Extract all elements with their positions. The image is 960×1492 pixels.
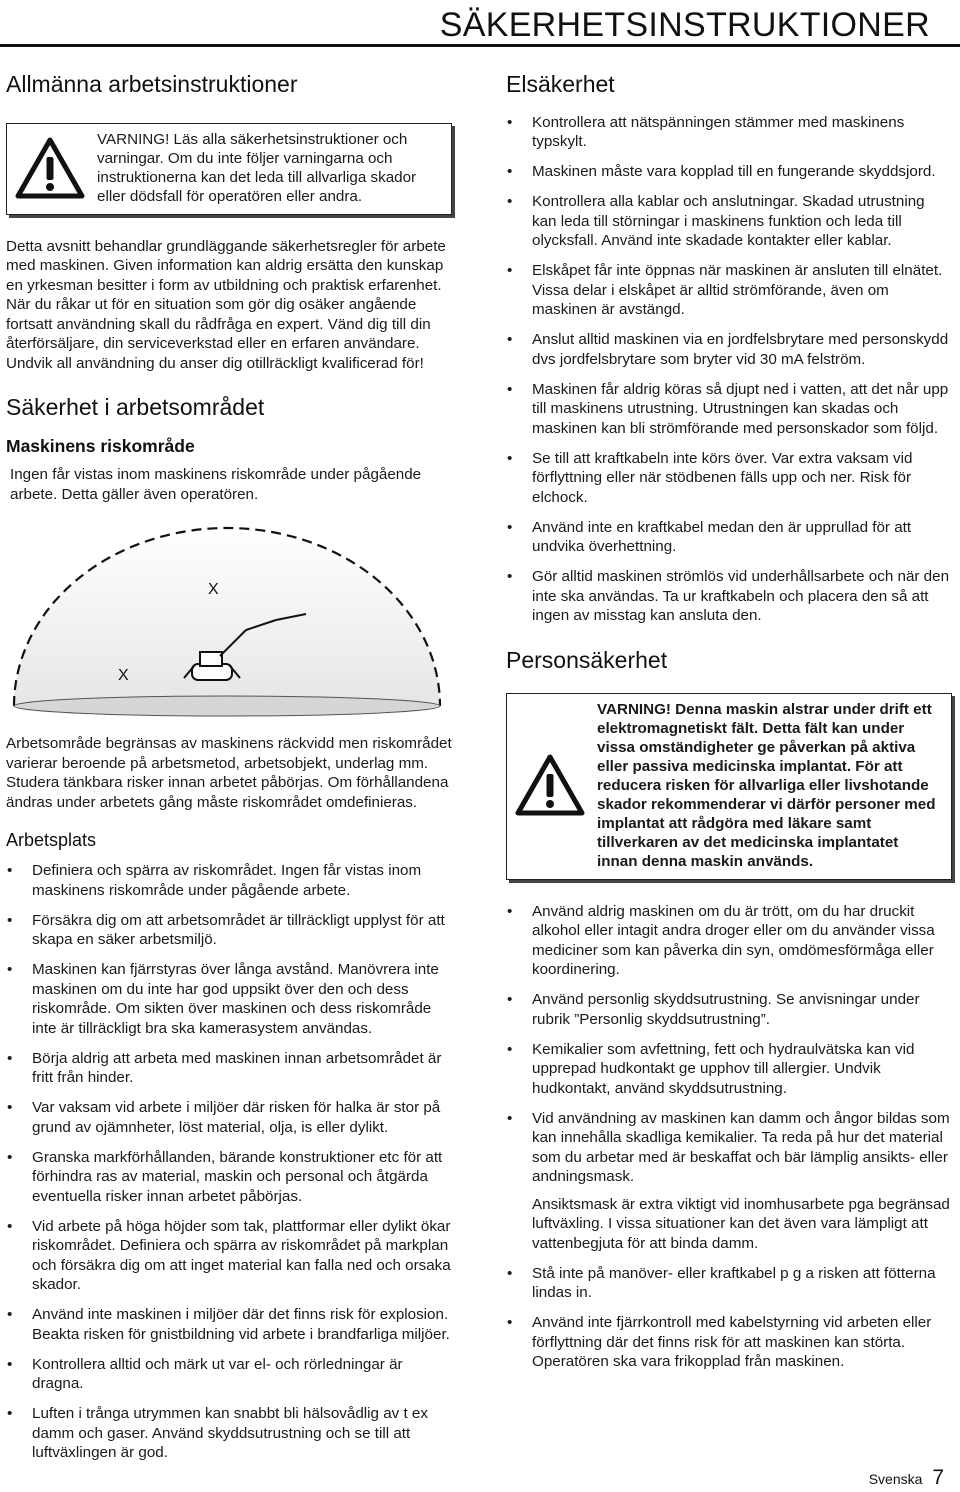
list-item: • Använd inte maskinen i miljöer där det finns risk för explosion. Beakta risken för gnistbildning vid arbete i brandfarliga miljöer. <box>6 1305 452 1344</box>
warning-box-emf <box>506 693 952 880</box>
risk-mark-x-lower: X <box>118 667 129 684</box>
warning-box-general <box>6 123 452 215</box>
list-item: • Vid arbete på höga höjder som tak, plattformar eller dylikt ökar riskområdet. Definiera och spärra av riskområdet på markplan och försäkra dig om att inget material kan falla ned och orsaka skador. <box>6 1217 452 1295</box>
list-item: • Försäkra dig om att arbetsområdet är tillräckligt upplyst för att skapa en säker arbetsmiljö. <box>6 911 452 950</box>
warning-text-emf: VARNING! Denna maskin alstrar under drift ett elektromagnetiskt fält. Detta fält kan under vissa omständigheter ge påverkan på aktiva eller passiva medicinska implantat. För att reducera risken för allvarliga eller livshotande skador rekommenderar vi därför personer med implantat att rådgöra med läkare samt tillverkaren av det medicinska implantatet innan denna maskin används. <box>597 700 936 870</box>
page-number: 7 <box>932 1466 944 1489</box>
list-item: • Elskåpet får inte öppnas när maskinen är ansluten till elnätet. Vissa delar i elskåpet är alltid strömförande, även om maskinen är avstängd. <box>506 261 952 320</box>
list-item: • Anslut alltid maskinen via en jordfelsbrytare med personskydd dvs jordfelsbrytare som bryter vid 30 mA felström. <box>506 330 952 369</box>
personal-safety-list <box>506 902 952 1372</box>
work-area-safety-heading: Säkerhet i arbetsområdet <box>6 394 265 421</box>
warning-triangle-icon <box>515 754 585 816</box>
list-item: • Gör alltid maskinen strömlös vid underhållsarbete och när den inte ska användas. Ta ur kraftkabeln och placera den så att ingen av misstag kan ansluta den. <box>506 567 952 626</box>
list-item: • Kontrollera alltid och märk ut var el- och rörledningar är dragna. <box>6 1355 452 1394</box>
respirator-note: Ansiktsmask är extra viktigt vid inomhusarbete pga begränsad luftväxling. I vissa situationer kan det även vara lämpligt att vattenbegjuta för att binda damm. <box>532 1195 950 1252</box>
general-instructions-heading: Allmänna arbetsinstruktioner <box>6 71 298 97</box>
workplace-list <box>6 861 452 1463</box>
page-footer <box>869 1466 944 1490</box>
list-item: • Definiera och spärra av riskområdet. Ingen får vistas inom maskinens riskområde under pågående arbete. <box>6 861 452 900</box>
risk-mark-x-upper: X <box>208 581 219 598</box>
list-item: • Var vaksam vid arbete i miljöer där risken för halka är stor på grund av ojämnheter, löst material, olja, is eller dylikt. <box>6 1098 452 1137</box>
list-item: • Använd aldrig maskinen om du är trött, om du har druckit alkohol eller intagit andra droger eller om du använder vissa mediciner som kan påverka din syn, omdömesförmåga eller koordinering. <box>506 902 952 980</box>
list-item: • Kontrollera alla kablar och anslutningar. Skadad utrustning kan leda till störningar i maskinens funktion och leda till olycksfall. Använd inte skadade kontakter eller kablar. <box>506 192 952 251</box>
list-item: • Maskinen kan fjärrstyras över långa avstånd. Manövrera inte maskinen om du inte har god uppsikt över den och dess riskområde. Om sikten över maskinen och dess riskområde inte är tillräckligt bra ska kamerasystem användas. <box>6 960 452 1038</box>
list-item: • Använd inte en kraftkabel medan den är upprullad för att undvika överhettning. <box>506 518 952 557</box>
list-item: • Luften i trånga utrymmen kan snabbt bli hälsovådlig av t ex damm och gaser. Använd skyddsutrustning och se till att luftväxlingen är god. <box>6 1404 452 1463</box>
list-item: • Börja aldrig att arbeta med maskinen innan arbetsområdet är fritt från hinder. <box>6 1049 452 1088</box>
workplace-heading: Arbetsplats <box>6 830 97 850</box>
work-area-paragraph: Arbetsområde begränsas av maskinens räckvidd men riskområdet varierar beroende på arbetsmetod, arbetsobjekt, underlag mm. Studera tänkbara risker innan arbetet påbörjas. Om förhållandena ändras under arbetets gång måste riskområdet omdefinieras. <box>6 735 452 811</box>
page-title: SÄKERHETSINSTRUKTIONER <box>439 6 930 44</box>
risk-zone-diagram <box>6 518 452 718</box>
list-item: • Kontrollera att nätspänningen stämmer med maskinens typskylt. <box>506 113 952 152</box>
personal-safety-heading: Personsäkerhet <box>506 646 668 673</box>
warning-triangle-icon <box>15 137 85 199</box>
risk-zone-text: Ingen får vistas inom maskinens riskområde under pågående arbete. Detta gäller även operatören. <box>10 466 422 503</box>
electrical-safety-heading: Elsäkerhet <box>506 71 615 97</box>
list-item: • Granska markförhållanden, bärande konstruktioner etc för att förhindra ras av material, maskin och personal och åtgärda eventuella risker innan arbetet påbörjas. <box>6 1148 452 1207</box>
list-item: • Kemikalier som avfettning, fett och hydraulvätska kan vid upprepad hudkontakt ge upphov till allergier. Undvik hudkontakt, använd skyddsutrustning. <box>506 1040 952 1099</box>
list-item-text: • Vid användning av maskinen kan damm och ångor bildas som kan innehålla skadliga kemikalier. Ta reda på hur det material som du arbetar med är beskaffat och bär lämplig ansikts- eller andningsmask. <box>532 1109 950 1185</box>
list-item: • Maskinen får aldrig köras så djupt ned i vatten, att det når upp till maskinens utrustning. Utrustningen kan skadas och maskinen kan bli strömförande med personskador som följd. <box>506 380 952 439</box>
list-item: • Använd inte fjärrkontroll med kabelstyrning vid arbeten eller förflyttning där det finns risk för att maskinen kan störta. Operatören ska vara frikopplad från maskinen. <box>506 1313 952 1372</box>
list-item: • Maskinen måste vara kopplad till en fungerande skyddsjord. <box>506 162 952 182</box>
electrical-safety-list <box>506 113 952 626</box>
risk-ground-ellipse <box>14 696 440 716</box>
list-item <box>506 1109 952 1254</box>
intro-paragraph: Detta avsnitt behandlar grundläggande säkerhetsregler för arbete med maskinen. Given information kan aldrig ersätta den kunskap en yrkesman besitter i form av utbildning och praktisk erfarenhet. När du råkar ut för en situation som gör dig osäker angående fortsatt användning skall du rådfråga en expert. Vänd dig till din återförsäljare, din serviceverkstad eller en erfaren användare. Undvik all användning du anser dig otillräckligt kvalificerad för! <box>6 237 446 372</box>
title-rule <box>0 44 960 47</box>
risk-zone-heading: Maskinens riskområde <box>6 436 195 456</box>
left-column <box>6 70 452 1473</box>
list-item: • Se till att kraftkabeln inte körs över. Var extra vaksam vid förflyttning eller när stödbenen fälls upp och ner. Risk för elchock. <box>506 449 952 508</box>
list-item: • Använd personlig skyddsutrustning. Se anvisningar under rubrik ”Personlig skyddsutrustning”. <box>506 990 952 1029</box>
footer-language: Svenska <box>868 1471 923 1487</box>
list-item: • Stå inte på manöver- eller kraftkabel p g a risken att fötterna lindas in. <box>506 1264 952 1303</box>
right-column <box>506 70 952 1382</box>
warning-text-general: VARNING! Läs alla säkerhetsinstruktioner och varningar. Om du inte följer varningarna och instruktionerna kan det leda till allvarliga skador eller dödsfall för operatören eller andra. <box>97 130 417 205</box>
